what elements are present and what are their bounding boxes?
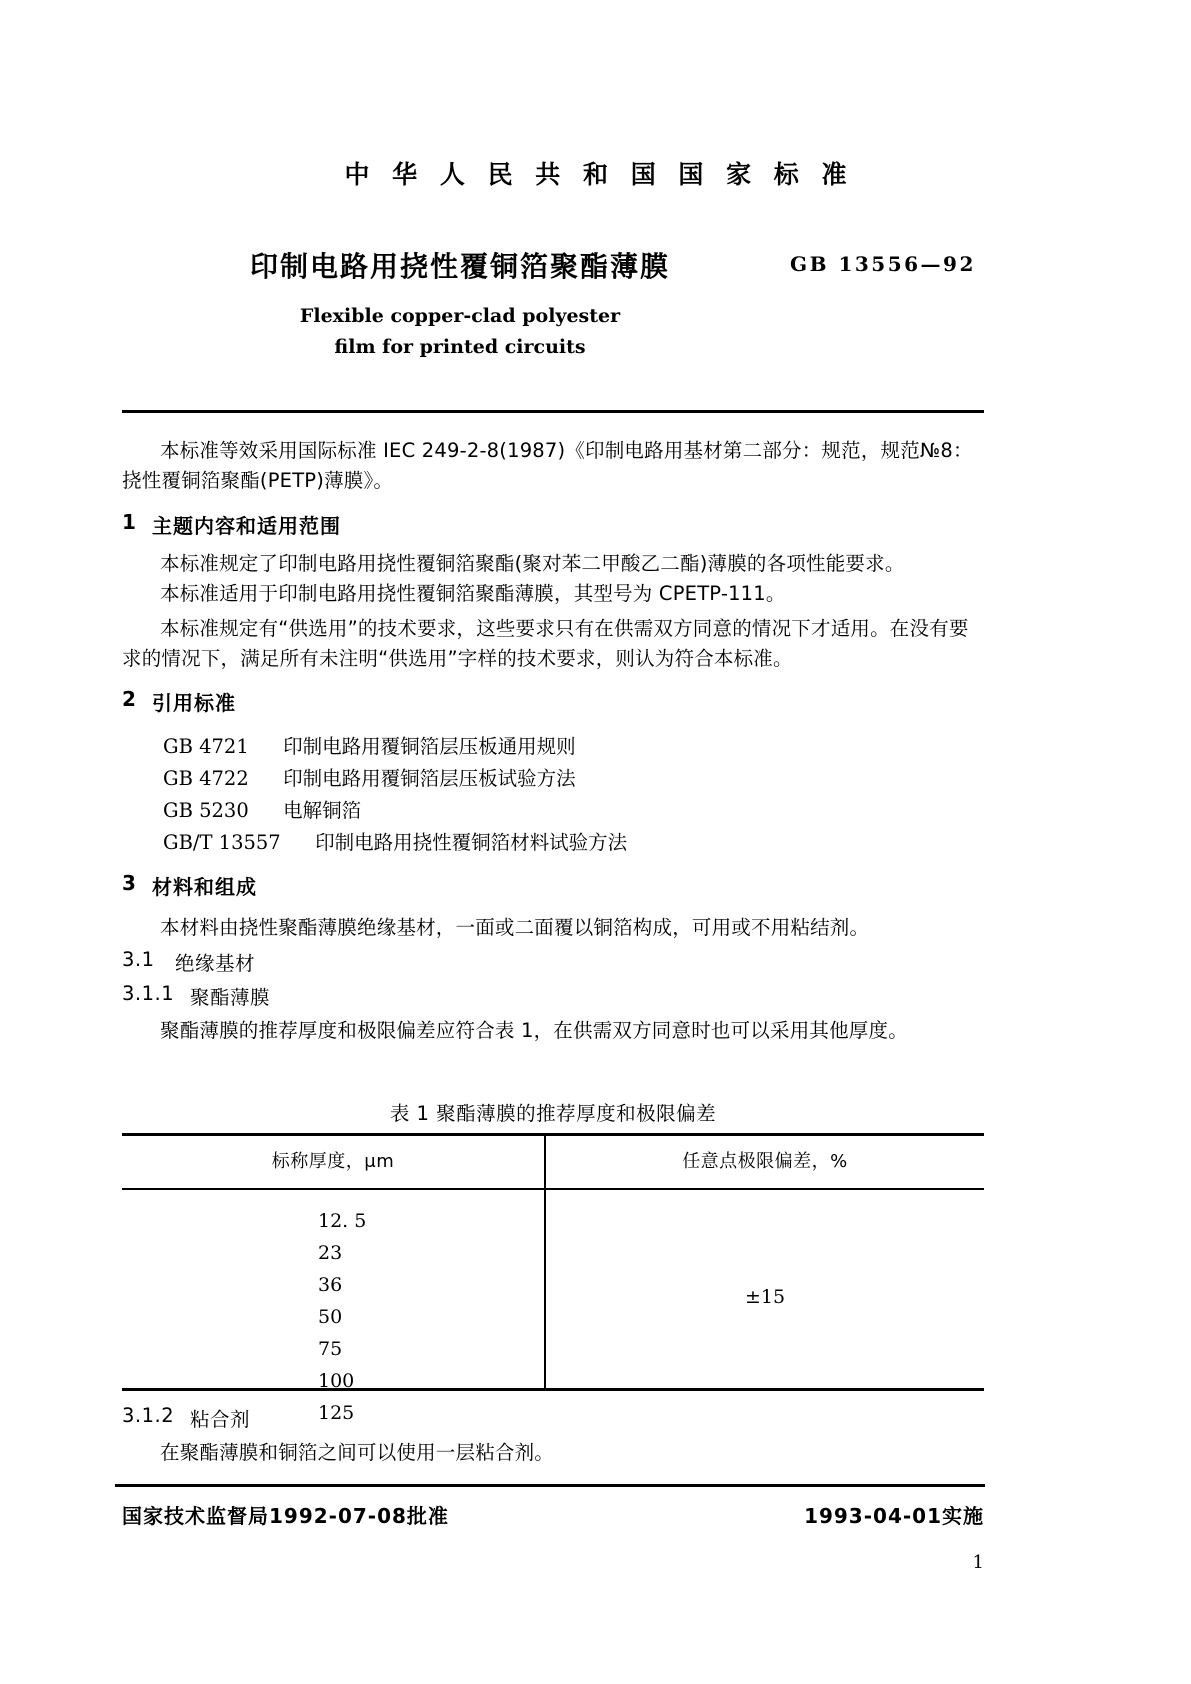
section-2-title: 引用标准 — [152, 691, 236, 715]
table-cell-thickness: 75 — [318, 1338, 343, 1360]
table-cell-thickness: 50 — [318, 1306, 343, 1328]
section-3-1-title: 绝缘基材 — [175, 952, 256, 975]
document-title-english-line1: Flexible copper-clad polyester — [299, 305, 621, 327]
section-3-1-1-paragraph-1: 聚酯薄膜的推荐厚度和极限偏差应符合表 1，在供需双方同意时也可以采用其他厚度。 — [160, 1019, 908, 1042]
reference-item — [163, 795, 361, 823]
reference-item — [163, 827, 627, 855]
document-title-chinese: 印制电路用挠性覆铜箔聚酯薄膜 — [249, 250, 670, 283]
reference-item — [163, 763, 576, 791]
reference-code: GB 4722 — [163, 767, 249, 790]
reference-name: 印制电路用覆铜箔层压板试验方法 — [283, 767, 576, 790]
table-cell-thickness: 125 — [318, 1402, 355, 1424]
table-cell-thickness: 23 — [318, 1242, 343, 1264]
reference-code: GB/T 13557 — [163, 831, 281, 854]
table-column-header-thickness: 标称厚度，μm — [271, 1151, 395, 1172]
section-1-number: 1 — [122, 510, 137, 534]
footer-approval-text: 国家技术监督局1992-07-08批准 — [122, 1504, 449, 1528]
table-cell-tolerance: ±15 — [744, 1286, 786, 1308]
reference-code: GB 5230 — [163, 799, 249, 822]
section-3-1-1-number: 3.1.1 — [122, 982, 175, 1005]
section-3-1-2-paragraph-1: 在聚酯薄膜和铜箔之间可以使用一层粘合剂。 — [160, 1441, 555, 1464]
footer-divider-rule — [115, 1484, 985, 1487]
section-3-1-2-title: 粘合剂 — [190, 1408, 251, 1431]
table-1-caption: 表 1 聚酯薄膜的推荐厚度和极限偏差 — [389, 1102, 717, 1125]
section-1-paragraph-1: 本标准规定了印制电路用挠性覆铜箔聚酯(聚对苯二甲酸乙二酯)薄膜的各项性能要求。 — [160, 552, 905, 575]
section-1-paragraph-3: 本标准规定有“供选用”的技术要求，这些要求只有在供需双方同意的情况下才适用。在没有要求的情况下，满足所有未注明“供选用”字样的技术要求，则认为符合本标准。 — [122, 617, 969, 670]
table-cell-thickness: 36 — [318, 1274, 343, 1296]
reference-name: 印制电路用挠性覆铜箔材料试验方法 — [315, 831, 628, 854]
page-number: 1 — [972, 1552, 984, 1573]
reference-name: 印制电路用覆铜箔层压板通用规则 — [283, 735, 576, 758]
section-3-number: 3 — [122, 871, 137, 895]
table-top-rule — [122, 1133, 984, 1136]
table-column-header-tolerance: 任意点极限偏差，% — [682, 1151, 848, 1172]
section-1-title: 主题内容和适用范围 — [152, 514, 341, 538]
reference-item — [163, 731, 576, 759]
section-1-paragraph-2: 本标准适用于印制电路用挠性覆铜箔聚酯薄膜，其型号为 CPETP-111。 — [160, 582, 786, 605]
table-cell-thickness: 100 — [318, 1370, 355, 1392]
section-3-1-1-title: 聚酯薄膜 — [190, 986, 271, 1009]
reference-code: GB 4721 — [163, 735, 249, 758]
section-3-1-number: 3.1 — [122, 948, 155, 971]
table-cell-thickness: 12. 5 — [318, 1210, 367, 1232]
section-3-paragraph-1: 本材料由挠性聚酯薄膜绝缘基材，一面或二面覆以铜箔构成，可用或不用粘结剂。 — [160, 916, 870, 939]
national-standard-banner: 中 华 人 民 共 和 国 国 家 标 准 — [344, 160, 854, 189]
intro-paragraph: 本标准等效采用国际标准 IEC 249-2-8(1987)《印制电路用基材第二部分：规范，规范№8：挠性覆铜箔聚酯(PETP)薄膜》。 — [122, 439, 973, 492]
document-title-english-line2: film for printed circuits — [334, 336, 586, 358]
section-3-title: 材料和组成 — [152, 875, 257, 899]
section-3-1-2-number: 3.1.2 — [122, 1404, 175, 1427]
footer-implementation-text: 1993-04-01实施 — [804, 1504, 984, 1528]
table-thickness-column — [122, 1205, 544, 1429]
section-2-number: 2 — [122, 687, 137, 711]
table-header-rule — [122, 1188, 984, 1190]
standard-number: GB 13556—92 — [790, 252, 976, 276]
reference-name: 电解铜箔 — [283, 799, 362, 822]
header-divider-rule — [122, 410, 984, 413]
